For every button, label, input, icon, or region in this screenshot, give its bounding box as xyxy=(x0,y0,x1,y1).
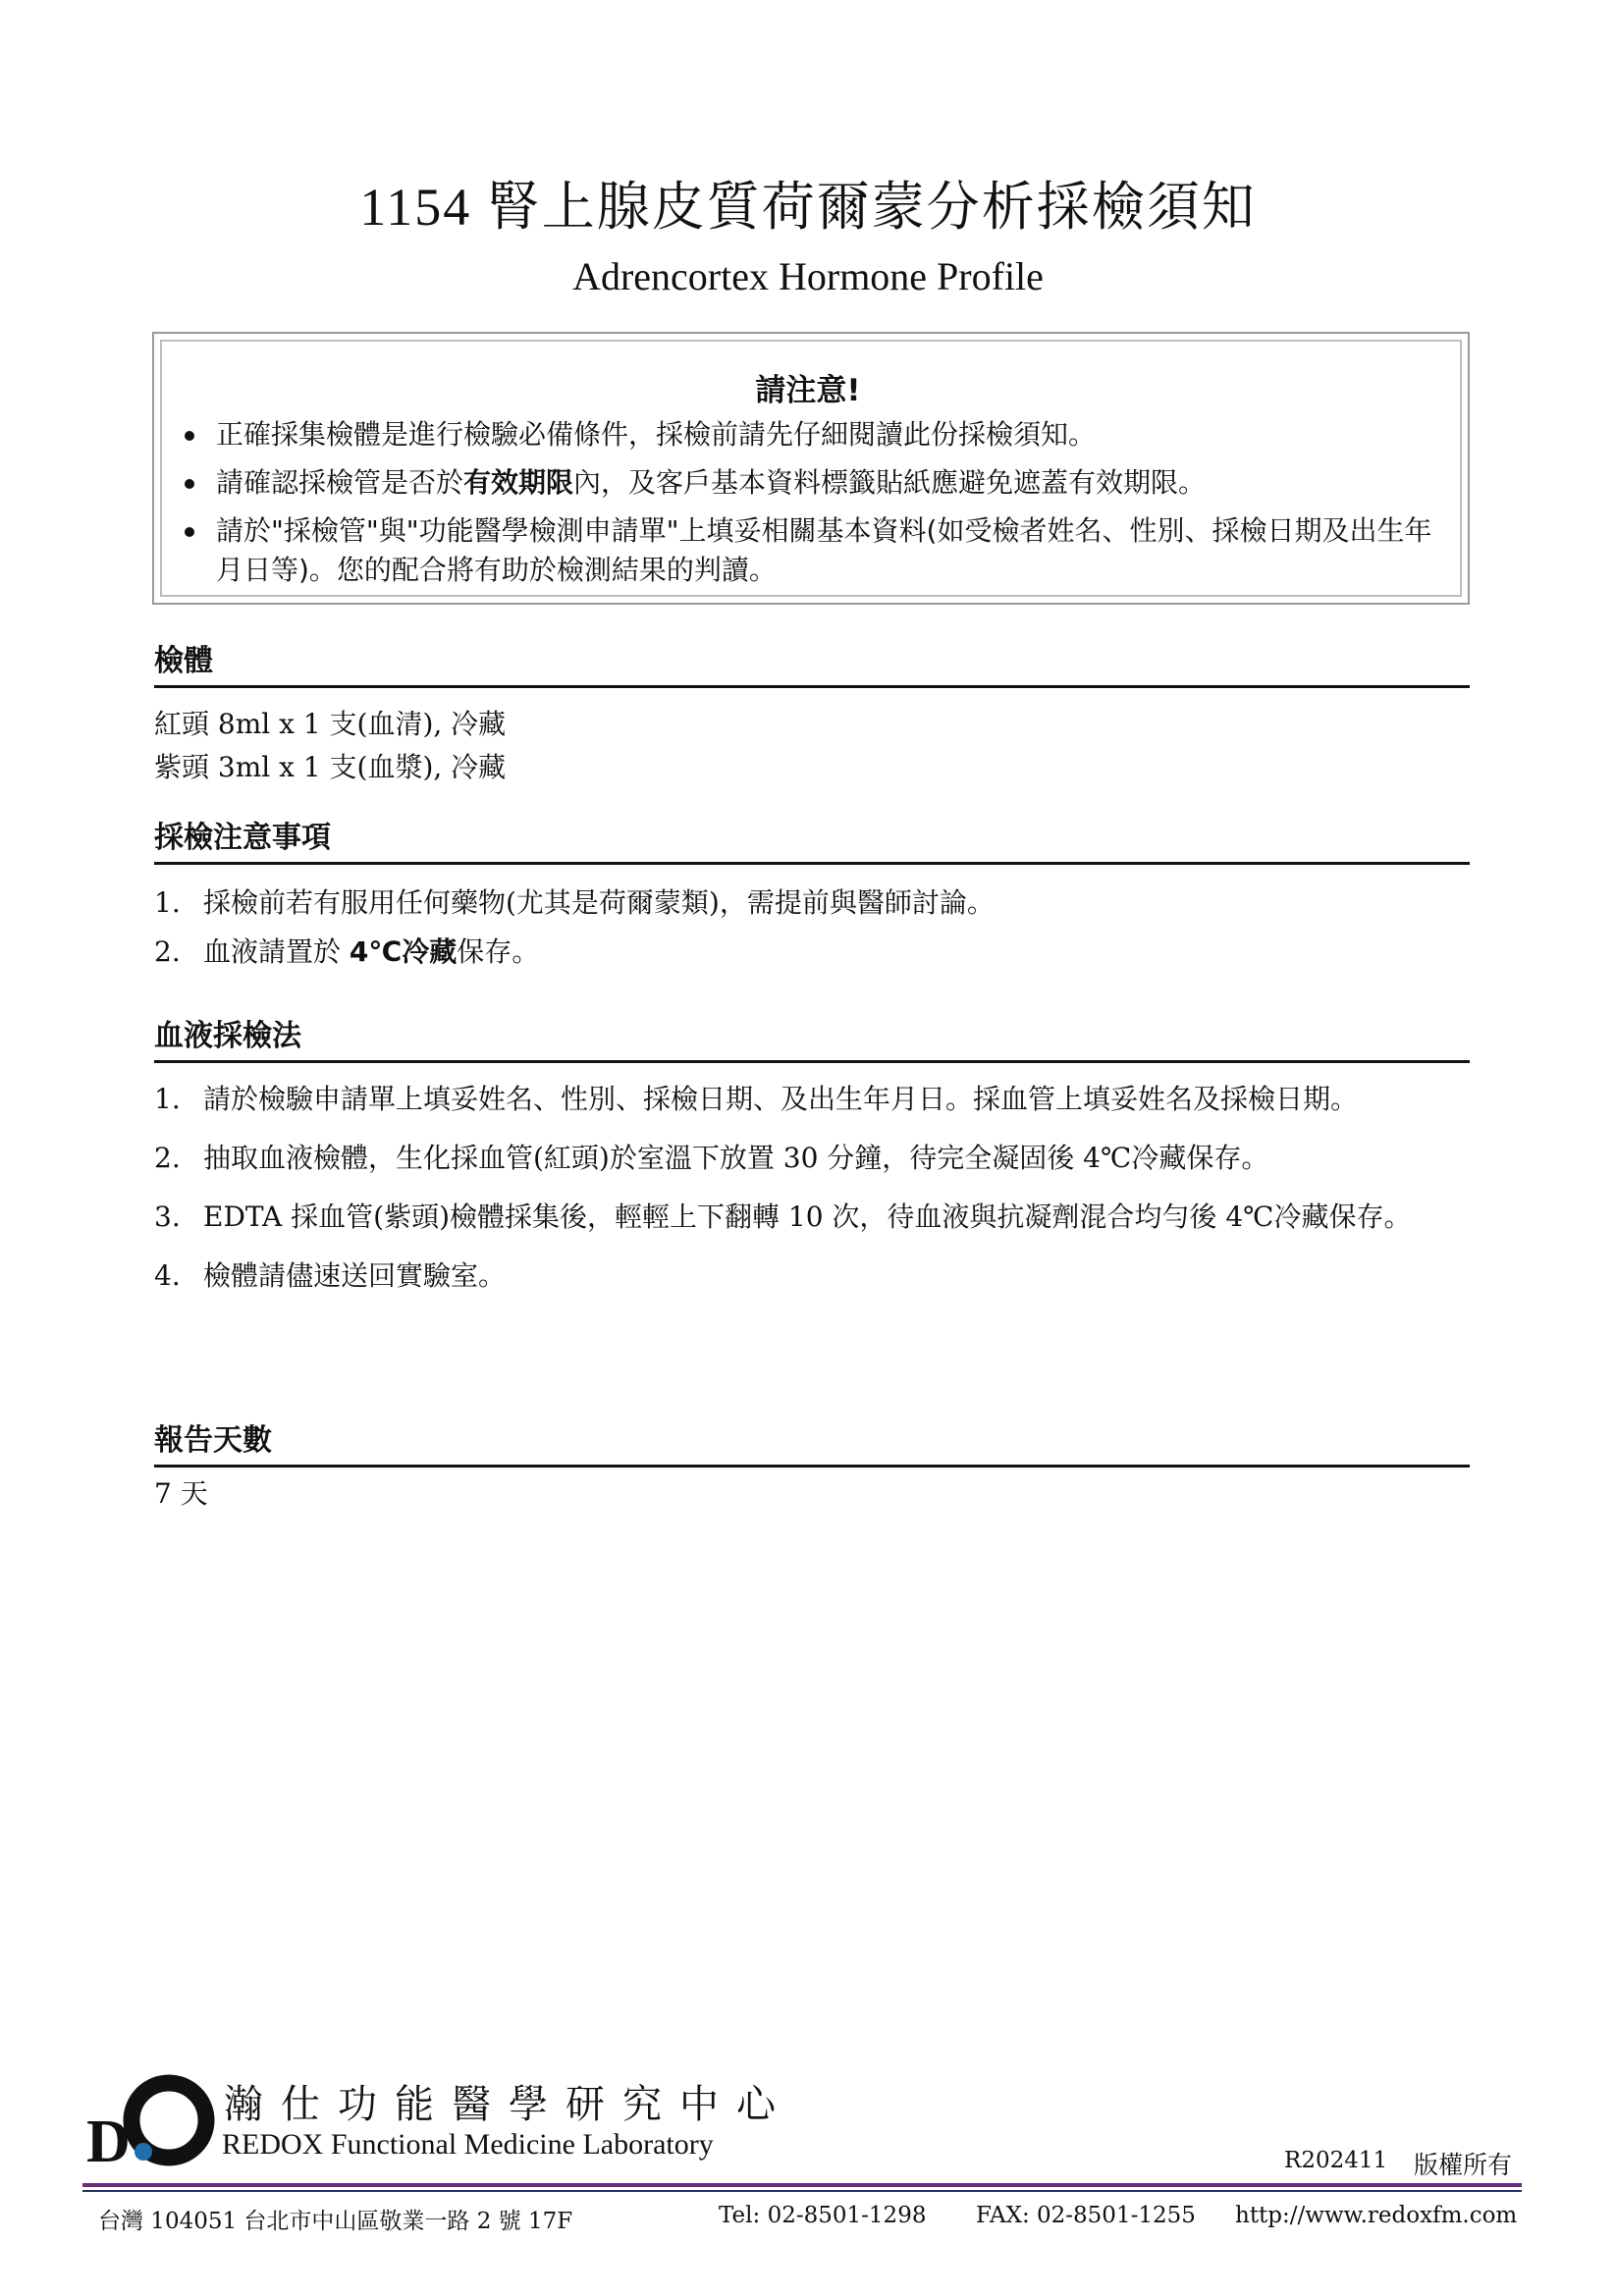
blood-method-item xyxy=(154,1078,1470,1121)
report-days-heading: 報告天數 xyxy=(154,1421,1470,1468)
item-number: 2. xyxy=(154,935,181,968)
item-number: 1. xyxy=(154,1083,181,1115)
notice-item xyxy=(183,463,1449,503)
specimen-line: 紅頭 8ml x 1 支(血清), 冷藏 xyxy=(154,708,507,740)
precaution-item xyxy=(154,881,1470,925)
org-name-chinese: 瀚仕功能醫學研究中心 xyxy=(224,2082,793,2127)
revision-code: R202411 xyxy=(1284,2148,1388,2173)
notice-heading: 請注意! xyxy=(755,373,861,408)
footer-fax: FAX: 02-8501-1255 xyxy=(976,2203,1196,2228)
footer-address: 台灣 104051 台北市中山區敬業一路 2 號 17F xyxy=(98,2209,573,2234)
logo-dot xyxy=(135,2143,152,2161)
precautions-list xyxy=(154,881,1470,974)
specimen-list xyxy=(154,703,1470,789)
blood-method-text: EDTA 採血管(紫頭)檢體採集後，輕輕上下翻轉 10 次，待血液與抗凝劑混合均勻後 4℃冷藏保存。 xyxy=(203,1201,1412,1233)
precautions-heading: 採檢注意事項 xyxy=(154,819,1470,865)
redox-logo xyxy=(82,2069,220,2167)
precaution-text: 採檢前若有服用任何藥物(尤其是荷爾蒙類)，需提前與醫師討論。 xyxy=(203,886,995,919)
page-title: 1154 腎上腺皮質荷爾蒙分析採檢須知 xyxy=(359,178,1257,237)
blood-method-text: 抽取血液檢體，生化採血管(紅頭)於室溫下放置 30 分鐘，待完全凝固後 4℃冷藏保存。 xyxy=(203,1142,1269,1174)
blood-method-text: 檢體請儘速送回實驗室。 xyxy=(203,1259,507,1292)
footer-website-link[interactable]: http://www.redoxfm.com xyxy=(1235,2203,1518,2228)
notice-item-text: 內，及客戶基本資料標籤貼紙應避免遮蓋有效期限。 xyxy=(573,466,1207,499)
notice-item-text: 請於"採檢管"與"功能醫學檢測申請單"上填妥相關基本資料(如受檢者姓名、性別、採檢日期及出生年月日等)。您的配合將有助於檢測結果的判讀。 xyxy=(216,514,1432,586)
notice-item-text: 正確採集檢體是進行檢驗必備條件，採檢前請先仔細閱讀此份採檢須知。 xyxy=(216,418,1097,451)
footer-divider xyxy=(82,2190,1522,2192)
item-number: 1. xyxy=(154,886,181,919)
item-number: 3. xyxy=(154,1201,181,1233)
notice-item-text: 請確認採檢管是否於 xyxy=(216,466,464,499)
notice-list xyxy=(183,415,1449,599)
logo-letter-d: D xyxy=(86,2109,131,2167)
footer-divider xyxy=(82,2183,1522,2187)
precaution-item xyxy=(154,931,1470,974)
bullet-icon xyxy=(185,431,194,441)
notice-item xyxy=(183,415,1449,454)
copyright-notice: 版權所有 xyxy=(1414,2151,1513,2179)
precaution-text: 保存。 xyxy=(457,935,540,968)
blood-method-item xyxy=(154,1137,1470,1180)
item-number: 2. xyxy=(154,1142,181,1174)
specimen-heading: 檢體 xyxy=(154,642,1470,688)
blood-method-heading: 血液採檢法 xyxy=(154,1017,1470,1063)
page-subtitle: Adrencortex Hormone Profile xyxy=(572,254,1044,298)
notice-item-emphasis: 有效期限 xyxy=(463,466,574,499)
notice-item xyxy=(183,511,1449,590)
blood-method-list xyxy=(154,1078,1470,1298)
footer-tel: Tel: 02-8501-1298 xyxy=(719,2203,927,2228)
specimen-line: 紫頭 3ml x 1 支(血漿), 冷藏 xyxy=(154,751,507,783)
bullet-icon xyxy=(185,479,194,489)
blood-method-item xyxy=(154,1255,1470,1298)
org-name-english: REDOX Functional Medicine Laboratory xyxy=(222,2128,714,2161)
blood-method-text: 請於檢驗申請單上填妥姓名、性別、採檢日期、及出生年月日。採血管上填妥姓名及採檢日期。 xyxy=(203,1083,1359,1115)
precaution-emphasis: 4℃冷藏 xyxy=(349,935,458,968)
blood-method-item xyxy=(154,1196,1470,1239)
item-number: 4. xyxy=(154,1259,181,1292)
bullet-icon xyxy=(185,527,194,537)
report-days-value: 7 天 xyxy=(154,1477,208,1510)
precaution-text: 血液請置於 xyxy=(203,935,350,968)
